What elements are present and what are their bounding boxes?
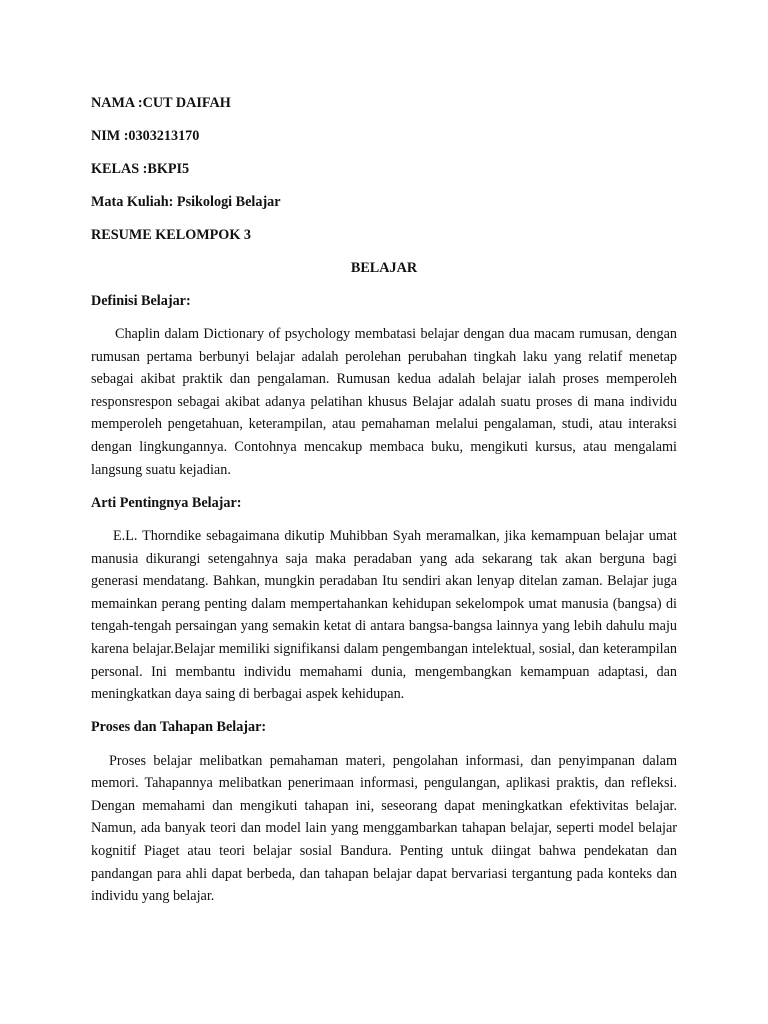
document-content bbox=[91, 92, 677, 918]
section-heading-proses: Proses dan Tahapan Belajar: bbox=[91, 719, 267, 736]
document-title: BELAJAR bbox=[350, 259, 418, 276]
section-heading-arti-penting: Arti Pentingnya Belajar: bbox=[91, 494, 242, 511]
section-body-definisi: Chaplin dalam Dictionary of psychology membatasi belajar dengan dua macam rumusan, dengan rumusan pertama berbunyi belajar adalah perolehan perubahan tingkah laku yang relatif menetap sebagai akibat praktik dan pengalaman. Rumusan kedua adalah belajar ialah proses memperoleh responsrespon sebagai akibat adanya pelatihan khusus Belajar adalah suatu proses di mana individu memperoleh pengetahuan, keterampilan, atau pemahaman melalui pengalaman, studi, atau interaksi dengan lingkungannya. Contohnya mencakup membaca buku, mengikuti kursus, atau mengalami langsung suatu kejadian. bbox=[91, 326, 677, 478]
student-name: NAMA :CUT DAIFAH bbox=[91, 95, 231, 111]
section-heading-definisi: Definisi Belajar: bbox=[91, 292, 191, 309]
resume-group: RESUME KELOMPOK 3 bbox=[91, 226, 252, 243]
student-class: KELAS :BKPI5 bbox=[91, 160, 190, 177]
section-body-arti-penting: E.L. Thorndike sebagaimana dikutip Muhibban Syah meramalkan, jika kemampuan belajar umat manusia dikurangi setengahnya saja maka peradaban yang ada sekarang tak akan berguna bagi generasi mendatang. Bahkan, mungkin peradaban Itu sendiri akan lenyap ditelan zaman. Belajar juga memainkan perang penting dalam mempertahankan kehidupan sekelompok umat manusia (bangsa) di tengah-tengah persaingan yang semakin ketat di antara bangsa-bangsa lainnya yang lebih dahulu maju karena belajar.Belajar memiliki signifikansi dalam pengembangan intelektual, sosial, dan keterampilan personal. Ini membantu individu memahami dunia, mengembangkan kemampuan adaptasi, dan meningkatkan daya saing di berbagai aspek kehidupan. bbox=[91, 528, 677, 703]
section-body-proses: Proses belajar melibatkan pemahaman materi, pengolahan informasi, dan penyimpanan dalam memori. Tahapannya melibatkan penerimaan informasi, pengulangan, aplikasi praktis, dan refleksi. Dengan memahami dan mengikuti tahapan ini, seseorang dapat meningkatkan efektivitas belajar. Namun, ada banyak teori dan model lain yang menggambarkan tahapan belajar, seperti model belajar kognitif Piaget atau teori belajar sosial Bandura. Penting untuk diingat bahwa pendekatan dan pandangan para ahli dapat berbeda, dan tahapan belajar dapat bervariasi tergantung pada konteks dan individu yang belajar. bbox=[91, 752, 677, 905]
course-name: Mata Kuliah: Psikologi Belajar bbox=[91, 193, 281, 210]
student-id: NIM :0303213170 bbox=[91, 127, 200, 144]
